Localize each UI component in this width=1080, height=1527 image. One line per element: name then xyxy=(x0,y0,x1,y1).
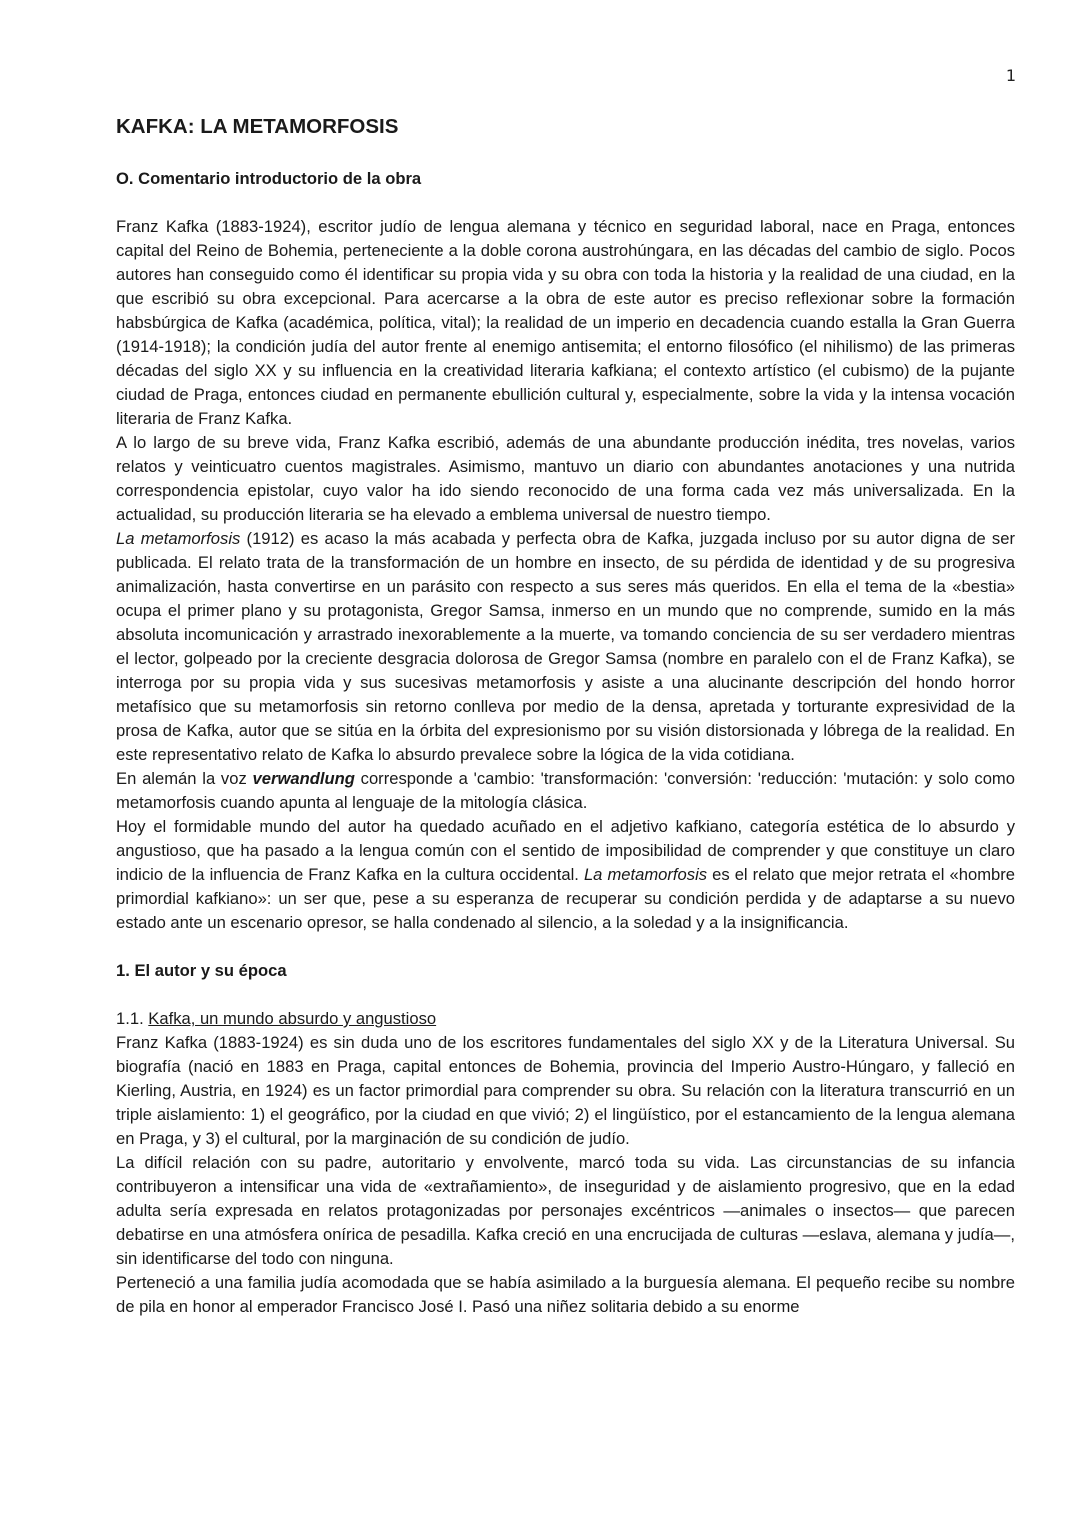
section-heading-intro: O. Comentario introductorio de la obra xyxy=(116,169,422,188)
paragraph: Franz Kafka (1883-1924), escritor judío de lengua alemana y técnico en seguridad laboral, nace en Praga, entonces capital del Reino de Bohemia, perteneciente a la doble corona austrohúngara, en las décadas del cambio de siglo. Pocos autores han conseguido como él identificar su propia vida y su obra con toda la historia y la realidad de una ciudad, en la que escribió su obra excepcional. Para acercarse a la obra de este autor es preciso reflexionar sobre la formación habsbúrgica de Kafka (académica, política, vital); la realidad de un imperio en decadencia cuando estalla la Gran Guerra (1914-1918); la condición judía del autor frente al enemigo antisemita; el entorno filosófico (el nihilismo) de las primeras décadas del siglo XX y su influencia en la creatividad literaria kafkiana; el contexto artístico (el cubismo) de la pujante ciudad de Praga, entonces ciudad en permanente ebullición cultural y, especialmente, sobre la vida y la intensa vocación literaria de Franz Kafka. xyxy=(116,217,1015,428)
paragraph: A lo largo de su breve vida, Franz Kafka escribió, además de una abundante producción inédita, tres novelas, varios relatos y veinticuatro cuentos magistrales. Asimismo, mantuvo un diario con abundantes anotaciones y una nutrida correspondencia epistolar, cuyo valor ha ido siendo reconocido de una forma cada vez más universalizada. En la actualidad, su producción literaria se ha elevado a emblema universal de nuestro tiempo. xyxy=(116,433,1015,524)
page-number: 1 xyxy=(1005,66,1016,85)
subsection-title: Kafka, un mundo absurdo y angustioso xyxy=(148,1009,437,1028)
subsection-heading: 1.1. Kafka, un mundo absurdo y angustioso xyxy=(116,1009,437,1028)
italic-work-title: La metamorfosis xyxy=(116,529,241,548)
bold-italic-term: verwandlung xyxy=(252,769,355,788)
paragraph: La difícil relación con su padre, autoritario y envolvente, marcó toda su vida. Las circunstancias de su infancia contribuyeron a intensificar una vida de «extrañamiento», de inseguridad y de aislamiento progresivo, que en la edad adulta sería expresada en relatos protagonizadas por personajes excéntricos —animales o insectos— que parecen debatirse en una atmósfera onírica de pesadilla. Kafka creció en una encrucijada de culturas —eslava, alemana y judía—, sin identificarse del todo con ninguna. xyxy=(116,1153,1015,1268)
spacer xyxy=(116,935,1015,959)
document-body xyxy=(116,113,1015,1319)
document-title: KAFKA: LA METAMORFOSIS xyxy=(116,115,399,138)
italic-work-title: La metamorfosis xyxy=(583,865,708,884)
paragraph: Franz Kafka (1883-1924) es sin duda uno de los escritores fundamentales del siglo XX y de la Literatura Universal. Su biografía (nació en 1883 en Praga, capital entonces de Bohemia, provincia del Imperio Austro-Húngaro, y falleció en Kierling, Austria, en 1924) es un factor primordial para comprender su obra. Su relación con la literatura transcurrió en un triple aislamiento: 1) el geográfico, por la ciudad en que vivió; 2) el lingüístico, por el estancamiento de la lengua alemana en Praga, y 3) el cultural, por la marginación de su condición de judío. xyxy=(116,1033,1015,1148)
paragraph: Hoy el formidable mundo del autor ha quedado acuñado en el adjetivo kafkiano, categoría estética de lo absurdo y angustioso, que ha pasado a la lengua común con el sentido de imposibilidad de comprender y que constituye un claro indicio de la influencia de Franz Kafka en la cultura occidental. La metamorfosis es el relato que mejor retrata el «hombre primordial kafkiano»: un ser que, pese a su esperanza de recuperar su condición perdida y de adaptarse a su nuevo estado ante un escenario opresor, se halla condenado al silencio, a la soledad y a la insignificancia. xyxy=(116,817,1015,932)
paragraph: Perteneció a una familia judía acomodada que se había asimilado a la burguesía alemana. El pequeño recibe su nombre de pila en honor al emperador Francisco José I. Pasó una niñez solitaria debido a su enorme xyxy=(116,1273,1015,1316)
section-heading-author: 1. El autor y su época xyxy=(116,961,287,980)
paragraph: En alemán la voz verwandlung corresponde a 'cambio: 'transformación: 'conversión: 'reducción: 'mutación: y solo como metamorfosis cuando apunta al lenguaje de la mitología clásica. xyxy=(116,769,1015,812)
paragraph: La metamorfosis (1912) es acaso la más acabada y perfecta obra de Kafka, juzgada incluso por su autor digna de ser publicada. El relato trata de la transformación de un hombre en insecto, de su pérdida de identidad y de su progresiva animalización, hasta convertirse en un parásito con respecto a sus seres más queridos. En ella el tema de la «bestia» ocupa el primer plano y su protagonista, Gregor Samsa, inmerso en un mundo que no comprende, sumido en la más absoluta incomunicación y arrastrado inexorablemente a la muerte, va tomando conciencia de su ser verdadero mientras el lector, golpeado por la creciente desgracia dolorosa de Gregor Samsa (nombre en paralelo con el de Franz Kafka), se interroga por su propia vida y sus sucesivas metamorfosis y asiste a una alucinante descripción del hondo horror metafísico que su metamorfosis sin retorno conlleva por medio de la densa, apretada y torturante expresividad de la prosa de Kafka, autor que se sitúa en la órbita del expresionismo por su visión distorsionada y lóbrega de la realidad. En este representativo relato de Kafka lo absurdo prevalece sobre la lógica de la vida cotidiana. xyxy=(116,529,1015,764)
